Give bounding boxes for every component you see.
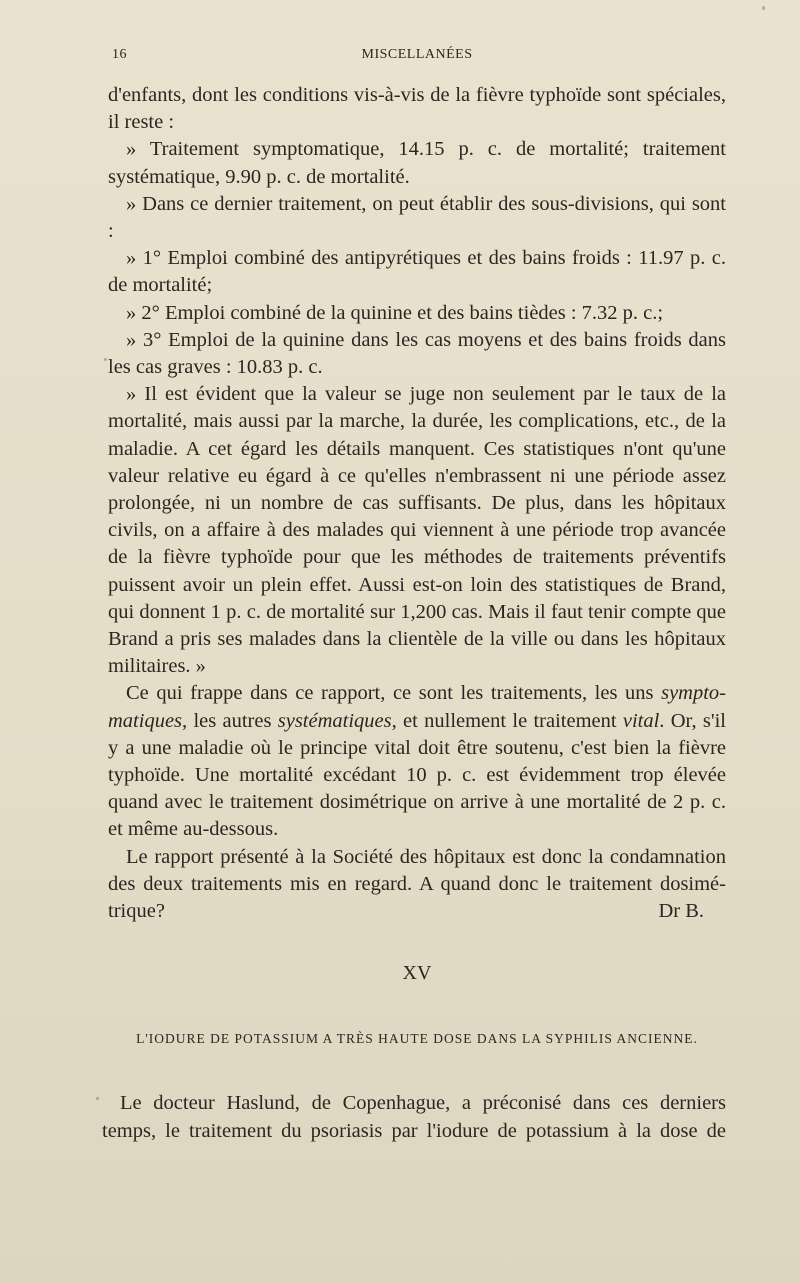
- paragraph: d'enfants, dont les conditions vis-à-vis de la fièvre typhoïde sont spéciales, il reste :: [108, 84, 726, 134]
- paragraph: [108, 680, 726, 843]
- paper-speck: [762, 6, 765, 10]
- paper-speck: [104, 358, 107, 361]
- italic-term: systématiques: [277, 709, 392, 732]
- section-number: XV: [402, 962, 432, 984]
- paragraph: » Traitement symptomatique, 14.15 p. c. de mortalité; traitement systématique, 9.90 p. c. de mortalité.: [108, 138, 726, 188]
- paper-speck: [96, 1097, 99, 1100]
- section-title: L'IODURE DE POTASSIUM A TRÈS HAUTE DOSE DANS LA SYPHILIS ANCIENNE.: [136, 1031, 698, 1046]
- text-run: Ce qui frappe dans ce rapport, ce sont les traitements, les uns: [126, 682, 662, 705]
- signature-line: [108, 898, 726, 925]
- italic-term: vital: [622, 709, 660, 732]
- page-number: 16: [112, 47, 127, 62]
- italic-term: sympto-matiques: [108, 682, 726, 732]
- paragraph: » Dans ce dernier traitement, on peut établir des sous-divisions, qui sont :: [108, 192, 726, 243]
- running-title: MISCELLANÉES: [361, 47, 473, 62]
- text-run: . Or, s'il y a une maladie où le principe vital doit être soutenu, c'est bien la fièvre typhoïde. Une mortalité excédant 10 p. c. est évidemment trop élevée quand avec le traitement dosimétrique on arrive à une mortalité de 2 p. c. et même au-dessous.: [108, 709, 726, 841]
- paragraph-end: trique?: [108, 900, 165, 923]
- text-run: , et nullement le traitement: [391, 709, 623, 732]
- paragraph: » Il est évident que la valeur se juge non seulement par le taux de la mortalité, mais aussi par la marche, la durée, les complications, etc., de la maladie. A cet égard les détails manquent. Ces statistiques n'ont qu'une valeur relative eu égard à ce qu'elles n'embrassent ni une période assez prolongée, ni un nombre de cas suffisants. De plus, dans les hôpitaux civils, on a affaire à des malades qui viennent à une période trop avancée de la fièvre typhoïde pour que les méthodes de traitements préventifs puissent avoir un plein effet. Aussi est-on loin des statistiques de Brand, qui donnent 1 p. c. de mortalité sur 1,200 cas. Mais il faut tenir compte que Brand a pris ses malades dans la clientèle de la ville ou dans les hôpitaux militaires. »: [108, 383, 726, 678]
- section-body: [102, 1090, 726, 1145]
- text-run: , les autres: [182, 709, 278, 732]
- paragraph: Le rapport présenté à la Société des hôpitaux est donc la condamnation des deux traitements mis en regard. A quand donc le traitement dosimé-: [108, 845, 726, 895]
- paragraph: » 3° Emploi de la quinine dans les cas moyens et des bains froids dans les cas graves : 10.83 p. c.: [108, 328, 726, 379]
- running-header: [108, 47, 726, 69]
- paragraph: » 2° Emploi combiné de la quinine et des bains tièdes : 7.32 p. c.;: [126, 301, 664, 324]
- paragraph: » 1° Emploi combiné des antipyrétiques et des bains froids : 11.97 p. c. de mortalité;: [108, 247, 726, 297]
- signature: Dr B.: [658, 900, 704, 923]
- paragraph: Le docteur Haslund, de Copenhague, a préconisé dans ces derniers temps, le traitement du psoriasis par l'iodure de potassium à la dose de: [102, 1092, 726, 1142]
- body-text: [108, 82, 726, 925]
